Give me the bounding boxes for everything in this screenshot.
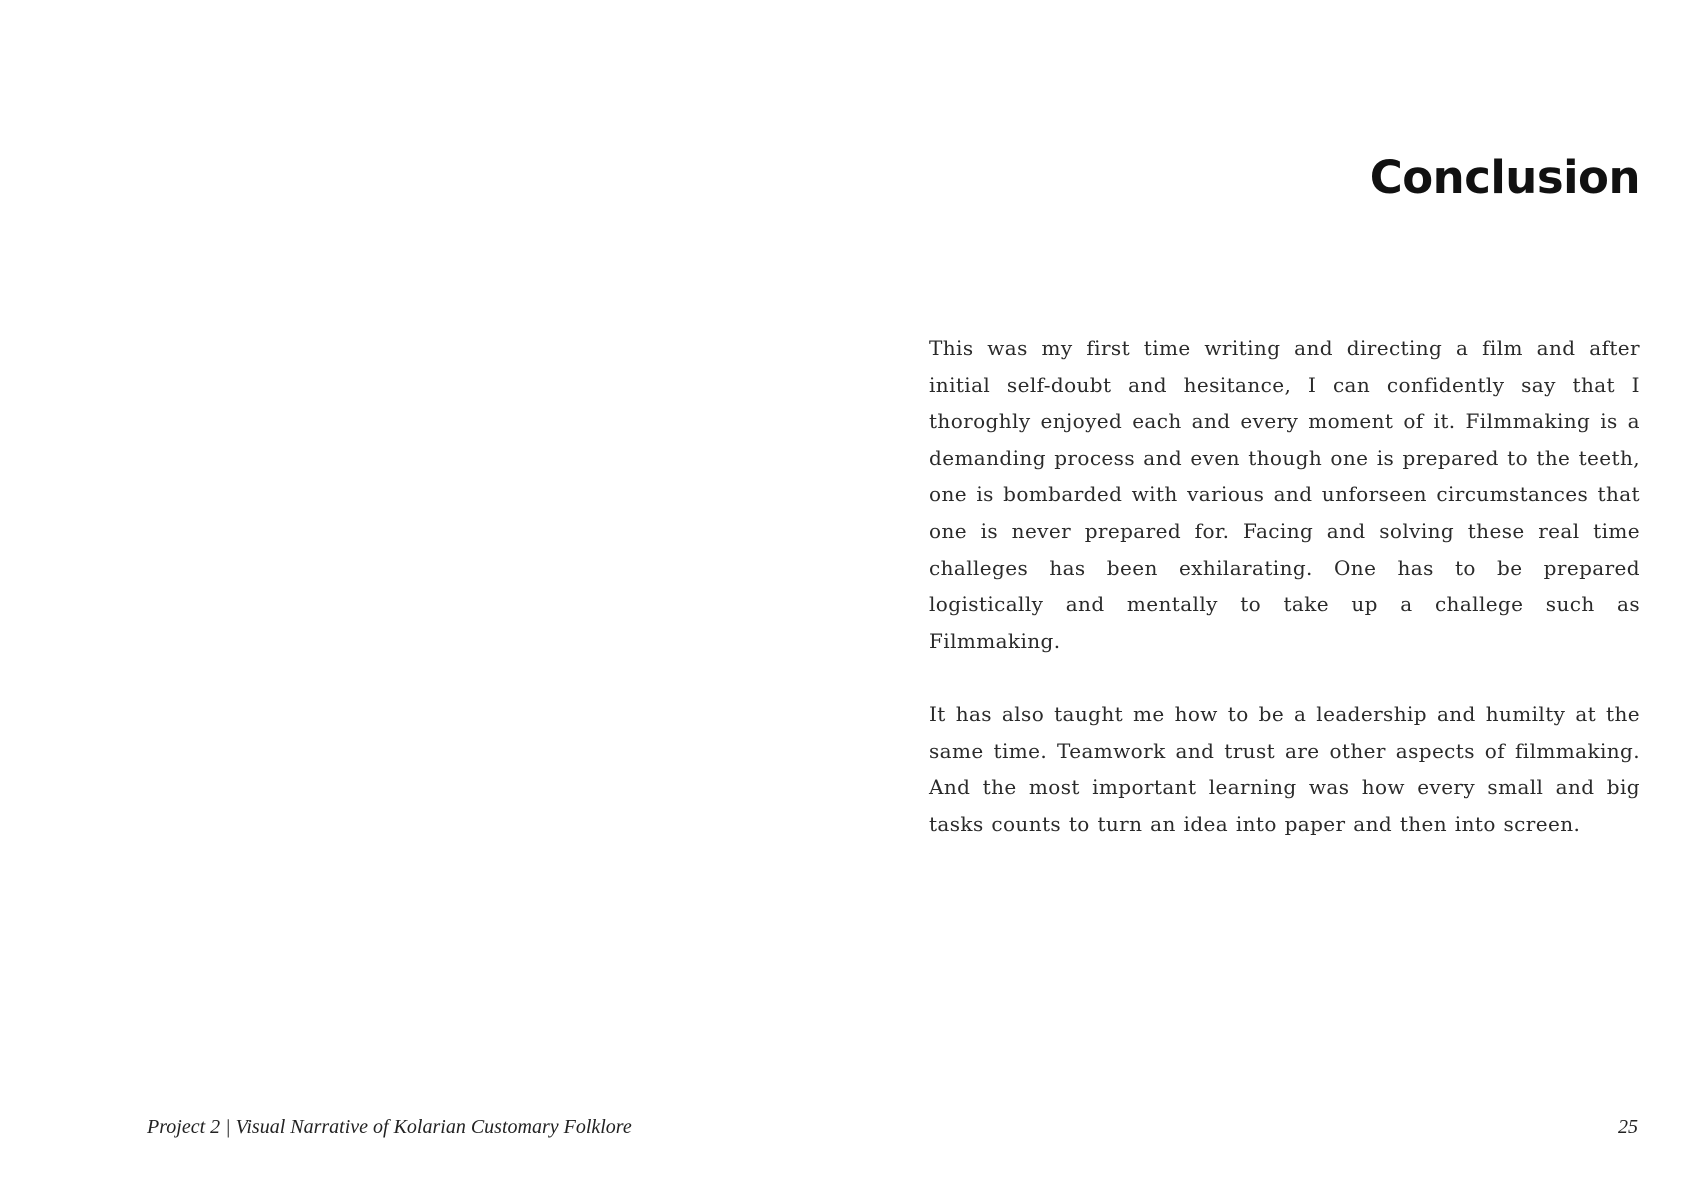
page-number: 25 <box>1618 1116 1638 1138</box>
paragraph-1: This was my first time writing and directing a film and after initial self-doubt and hesitance, I can confidently say that I thoroghly enjoyed each and every moment of it. Filmmaking is a demanding process and even though one is prepared to the teeth, one is bombarded with various and unforseen circumstances that one is never prepared for. Facing and solving these real time challeges has been exhilarating. One has to be prepared logistically and mentally to take up a challege such as Filmmaking. <box>929 336 1640 653</box>
footer-running-title: Project 2 | Visual Narrative of Kolarian Customary Folklore <box>147 1116 632 1138</box>
page-title: Conclusion <box>1369 151 1640 204</box>
body-text <box>929 330 1640 879</box>
paragraph-2: It has also taught me how to be a leadership and humilty at the same time. Teamwork and trust are other aspects of filmmaking. And the most important learning was how every small and big tasks counts to turn an idea into paper and then into screen. <box>929 701 1640 836</box>
